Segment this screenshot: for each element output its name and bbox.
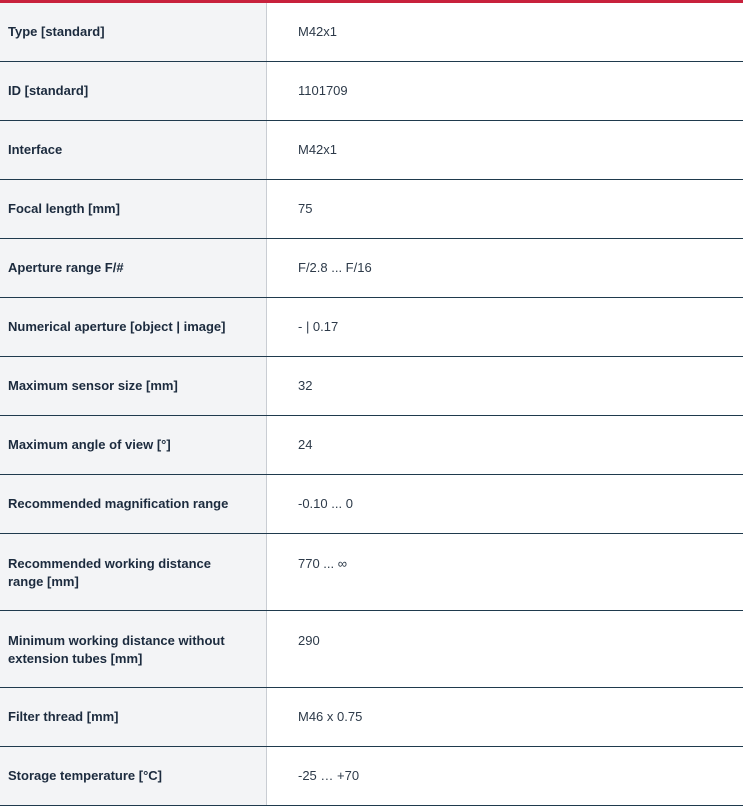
spec-value: -25 … +70: [298, 768, 360, 783]
spec-row-working-distance-range: [0, 534, 743, 611]
spec-label: Maximum sensor size [mm]: [0, 357, 267, 415]
spec-value: 1101709: [298, 83, 348, 98]
spec-row-max-sensor-size: [0, 357, 743, 416]
spec-label: Storage temperature [°C]: [0, 747, 267, 805]
spec-label: Recommended working distance range [mm]: [0, 534, 267, 610]
spec-value: 32: [298, 378, 313, 393]
spec-value: - | 0.17: [298, 319, 339, 334]
spec-label: Maximum angle of view [°]: [0, 416, 267, 474]
spec-label: Aperture range F/#: [0, 239, 267, 297]
spec-label: ID [standard]: [0, 62, 267, 120]
spec-value: F/2.8 ... F/16: [298, 260, 372, 275]
spec-row-storage-temperature: [0, 747, 743, 806]
spec-value: 75: [298, 201, 313, 216]
spec-row-max-angle-of-view: [0, 416, 743, 475]
spec-label: Minimum working distance without extension tubes [mm]: [0, 611, 267, 687]
spec-label: Filter thread [mm]: [0, 688, 267, 746]
spec-label: Type [standard]: [0, 3, 267, 61]
spec-value: -0.10 ... 0: [298, 496, 353, 511]
spec-row-numerical-aperture: [0, 298, 743, 357]
spec-row-type: [0, 3, 743, 62]
spec-row-id: [0, 62, 743, 121]
spec-value: M42x1: [298, 142, 338, 157]
spec-value: M46 x 0.75: [298, 709, 363, 724]
spec-row-focal-length: [0, 180, 743, 239]
spec-label: Recommended magnification range: [0, 475, 267, 533]
spec-label: Numerical aperture [object | image]: [0, 298, 267, 356]
spec-label: Focal length [mm]: [0, 180, 267, 238]
spec-label: Interface: [0, 121, 267, 179]
spec-value: M42x1: [298, 24, 338, 39]
spec-value: 770 ... ∞: [298, 556, 348, 571]
spec-row-min-working-distance: [0, 611, 743, 688]
spec-value: 290: [298, 633, 320, 648]
spec-row-magnification-range: [0, 475, 743, 534]
spec-value: 24: [298, 437, 313, 452]
spec-row-filter-thread: [0, 688, 743, 747]
spec-row-aperture-range: [0, 239, 743, 298]
spec-row-interface: [0, 121, 743, 180]
